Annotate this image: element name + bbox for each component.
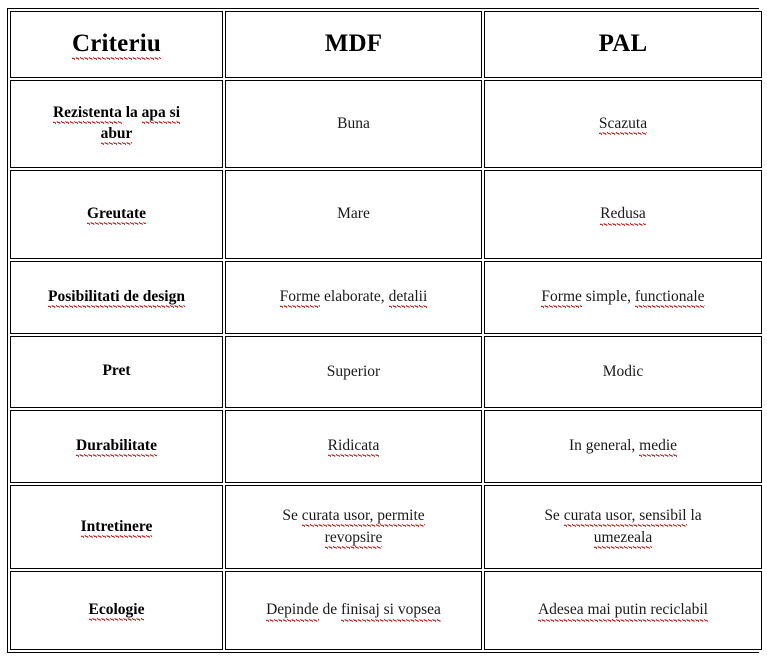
spellcheck-underlined-text: Adesea mai putin reciclabil: [538, 601, 708, 622]
table-row: [10, 485, 762, 570]
spellcheck-underlined-text: Ecologie: [89, 601, 145, 622]
spellcheck-underlined-text: Ridicata: [328, 437, 380, 458]
row-criterion-intretinere: [10, 485, 223, 570]
table-row: [10, 80, 762, 169]
spellcheck-underlined-text: Forme: [541, 288, 581, 309]
row-criterion-rezistenta-la-apa-si-abur: Rezistenta la apa si abur: [10, 80, 223, 169]
cell-mdf-intretinere: Se curata usor, permite revopsire: [225, 485, 482, 570]
cell-pal-rezistenta: [484, 80, 762, 169]
table-row: [10, 571, 762, 650]
table-row: [10, 336, 762, 409]
spellcheck-underlined-text: curata usor, sensibil: [564, 507, 687, 528]
comparison-table: [8, 9, 764, 652]
spellcheck-underlined-text: abur: [101, 125, 133, 146]
spellcheck-underlined-text: curata usor, permite: [302, 507, 425, 528]
spellcheck-underlined-text: apa si: [142, 104, 180, 125]
cell-mdf-pret: Superior: [225, 336, 482, 409]
cell-pal-pret: Modic: [484, 336, 762, 409]
spellcheck-underlined-text: functionale: [635, 288, 705, 309]
row-criterion-greutate: [10, 170, 223, 259]
spellcheck-underlined-text: finisaj si vopsea: [341, 601, 441, 622]
spellcheck-underlined-text: Redusa: [600, 205, 646, 226]
cell-pal-ecologie: [484, 571, 762, 650]
column-header-pal: PAL: [484, 11, 762, 78]
spellcheck-underlined-text: Scazuta: [599, 115, 647, 136]
spellcheck-underlined-text: medie: [639, 437, 677, 458]
spellcheck-underlined-text: revopsire: [325, 529, 383, 550]
spellcheck-underlined-text: Durabilitate: [76, 437, 157, 458]
cell-mdf-ecologie: Depinde de finisaj si vopsea: [225, 571, 482, 650]
cell-pal-durabilitate: In general, medie: [484, 410, 762, 483]
table-row: [10, 261, 762, 334]
spellcheck-underlined-text: Posibilitati de design: [48, 288, 185, 309]
spellcheck-underlined-text: Depinde: [266, 601, 319, 622]
row-criterion-ecologie: [10, 571, 223, 650]
cell-mdf-design: Forme elaborate, detalii: [225, 261, 482, 334]
cell-mdf-durabilitate: [225, 410, 482, 483]
spellcheck-underlined-text: Greutate: [87, 205, 146, 226]
table-header-row: [10, 11, 762, 78]
cell-pal-greutate: [484, 170, 762, 259]
comparison-table-frame: [7, 8, 759, 653]
row-criterion-posibilitati-de-design: [10, 261, 223, 334]
spellcheck-underlined-text: Criteriu: [72, 30, 161, 61]
cell-mdf-rezistenta: Buna: [225, 80, 482, 169]
spellcheck-underlined-text: Rezistenta: [53, 104, 122, 125]
table-row: [10, 170, 762, 259]
spellcheck-underlined-text: Forme: [280, 288, 320, 309]
row-criterion-durabilitate: [10, 410, 223, 483]
spellcheck-underlined-text: detalii: [389, 288, 428, 309]
table-row: [10, 410, 762, 483]
cell-mdf-greutate: Mare: [225, 170, 482, 259]
row-criterion-pret: Pret: [10, 336, 223, 409]
cell-pal-design: Forme simple, functionale: [484, 261, 762, 334]
cell-pal-intretinere: Se curata usor, sensibil la umezeala: [484, 485, 762, 570]
spellcheck-underlined-text: Intretinere: [81, 518, 153, 539]
column-header-mdf: MDF: [225, 11, 482, 78]
spellcheck-underlined-text: umezeala: [594, 529, 653, 550]
column-header-criteriu: [10, 11, 223, 78]
